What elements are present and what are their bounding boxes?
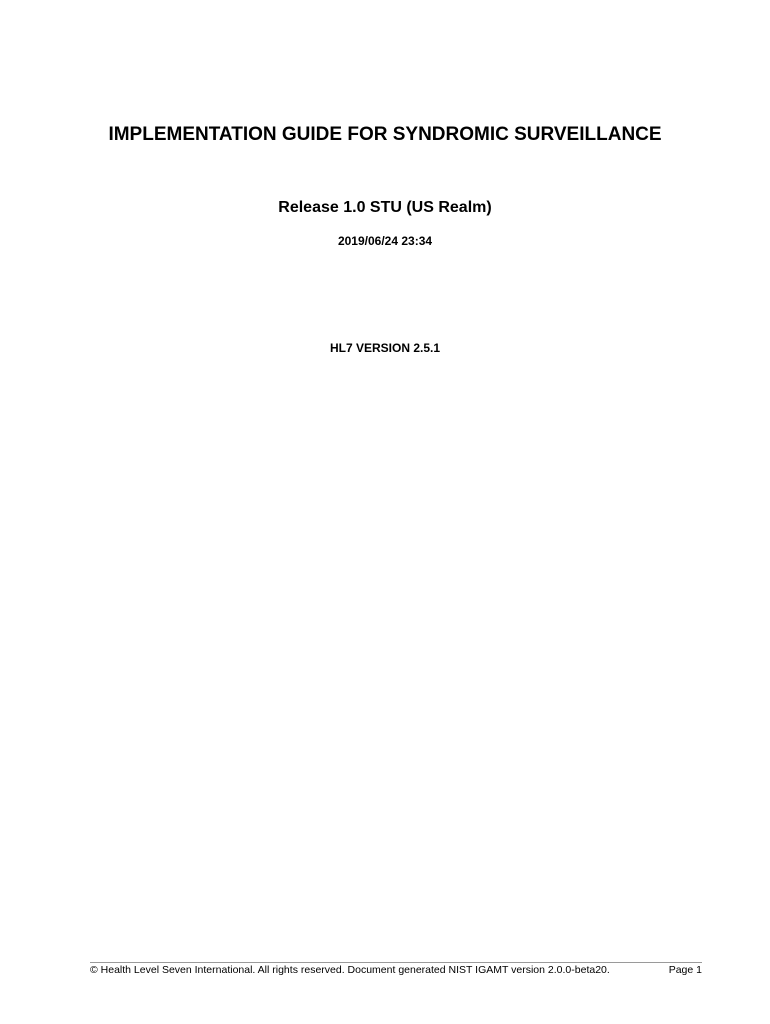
page-footer — [90, 964, 702, 976]
document-title: IMPLEMENTATION GUIDE FOR SYNDROMIC SURVEILLANCE — [108, 124, 662, 145]
footer-divider — [90, 962, 702, 963]
release-label: Release 1.0 STU (US Realm) — [278, 199, 492, 216]
hl7-version: HL7 VERSION 2.5.1 — [329, 341, 441, 355]
document-date: 2019/06/24 23:34 — [337, 234, 433, 248]
footer-copyright: © Health Level Seven International. All rights reserved. Document generated NIST IGAMT version 2.0.0-beta20. — [90, 964, 610, 976]
page-number: Page 1 — [668, 964, 702, 976]
